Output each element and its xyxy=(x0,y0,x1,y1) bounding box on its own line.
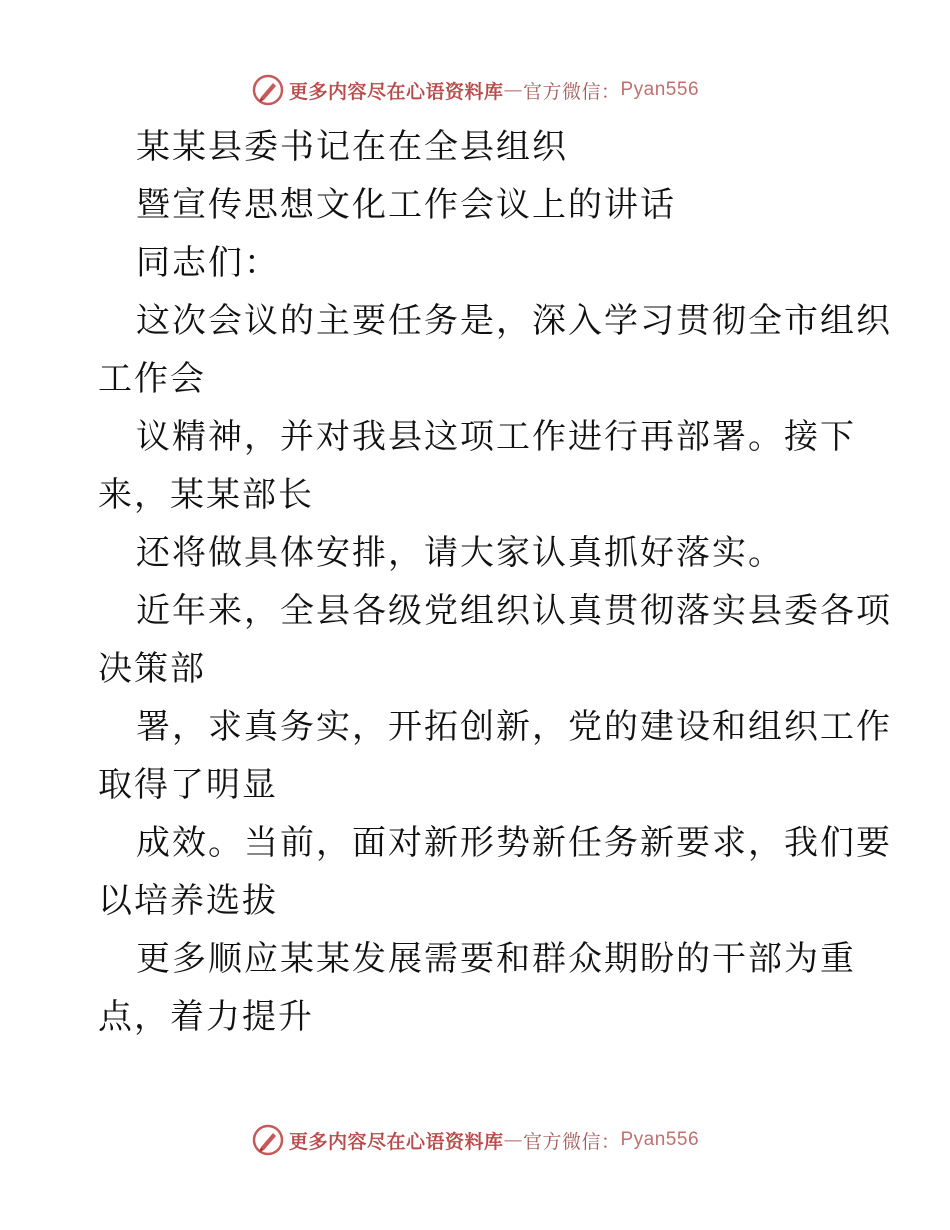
doc-line: 取得了明显 xyxy=(98,765,278,805)
doc-line: 来，某某部长 xyxy=(98,475,314,515)
document-body xyxy=(98,118,892,1046)
watermark-wechat-id: Pyan556 xyxy=(620,79,700,100)
doc-line: 以培养选拔 xyxy=(98,881,278,921)
watermark-contact-label: 官方微信： xyxy=(522,1130,621,1153)
doc-salutation: 同志们： xyxy=(136,243,280,283)
doc-title-line-2: 暨宣传思想文化工作会议上的讲话 xyxy=(136,185,676,225)
header-watermark xyxy=(0,70,950,110)
doc-line: 署，求真务实，开拓创新，党的建设和组织工作 xyxy=(136,707,892,747)
doc-line: 议精神，并对我县这项工作进行再部署。接下 xyxy=(136,417,856,457)
footer-watermark xyxy=(0,1120,950,1160)
doc-line: 成效。当前，面对新形势新任务新要求，我们要 xyxy=(136,823,892,863)
doc-line: 点，着力提升 xyxy=(98,997,314,1037)
doc-line: 近年来，全县各级党组织认真贯彻落实县委各项 xyxy=(136,591,892,631)
watermark-dash: — xyxy=(503,79,523,101)
pen-nib-logo-icon xyxy=(251,73,285,107)
doc-title-line-1: 某某县委书记在在全县组织 xyxy=(136,127,568,167)
doc-line: 决策部 xyxy=(98,649,206,689)
doc-line: 这次会议的主要任务是，深入学习贯彻全市组织 xyxy=(136,301,892,341)
doc-line: 还将做具体安排，请大家认真抓好落实。 xyxy=(136,533,784,573)
watermark-brand: 更多内容尽在心语资料库 xyxy=(288,1130,504,1153)
watermark-dash: — xyxy=(503,1129,523,1151)
watermark-wechat-id: Pyan556 xyxy=(620,1129,700,1150)
watermark-contact-label: 官方微信： xyxy=(522,80,621,103)
doc-line: 工作会 xyxy=(98,359,206,399)
pen-nib-logo-icon xyxy=(251,1123,285,1157)
doc-line: 更多顺应某某发展需要和群众期盼的干部为重 xyxy=(136,939,856,979)
watermark-brand: 更多内容尽在心语资料库 xyxy=(288,80,504,103)
